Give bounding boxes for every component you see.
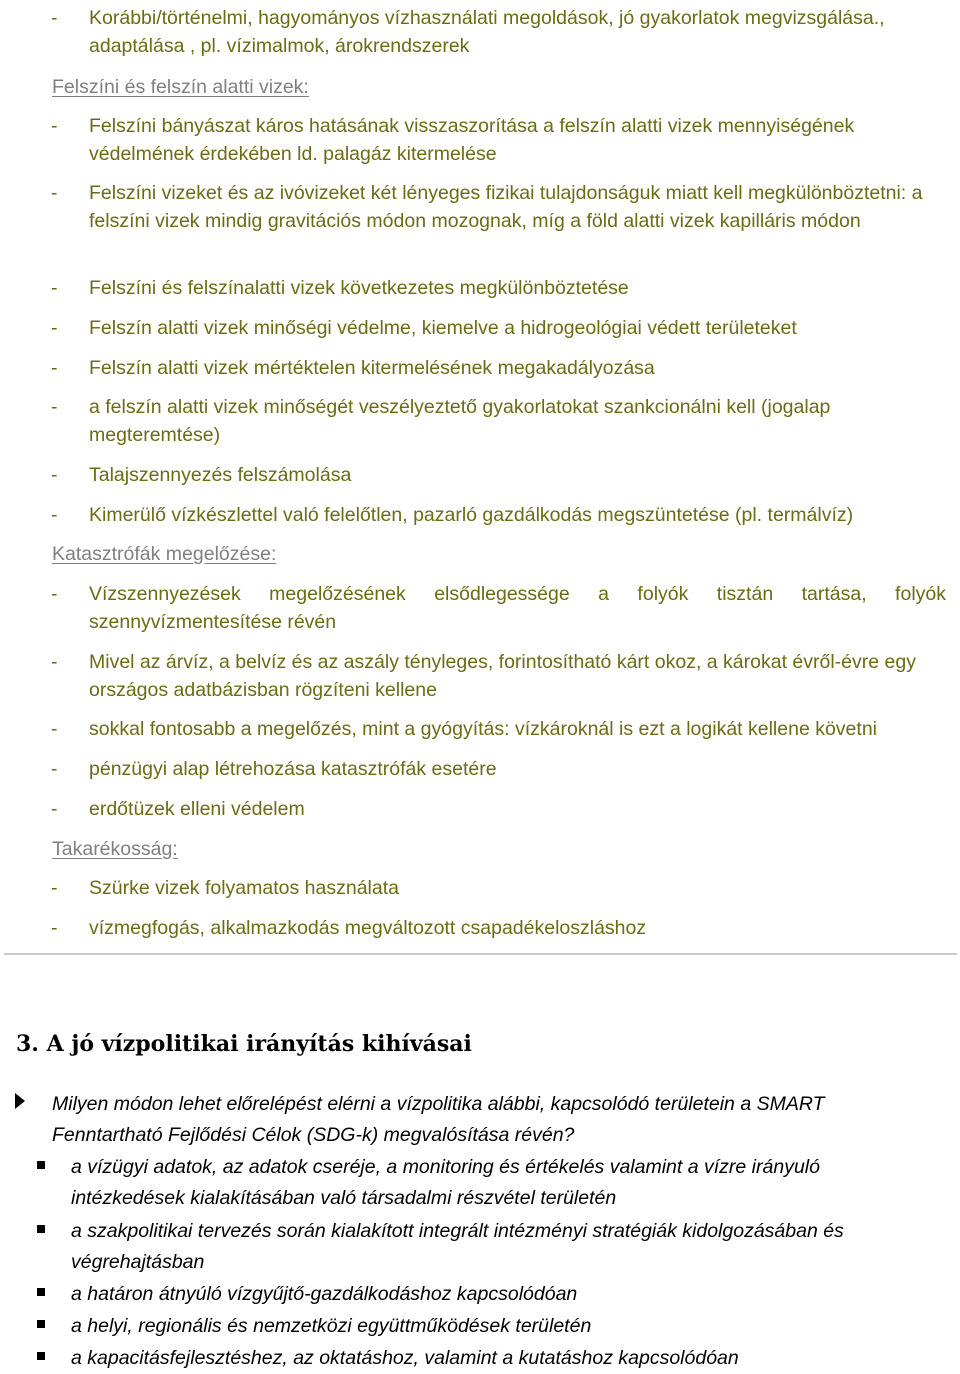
triangle-bullet-icon [15,1093,25,1109]
list-item-text: Felszíni vizeket és az ivóvizeket két lényeges fizikai tulajdonságuk miatt kell megkülönböztetni: a felszíni vizek mindig gravitációs módon mozognak, míg a föld alatti vizek kapilláris módon [89,182,923,232]
list-item [51,715,946,743]
list-item-text: Talajszennyezés felszámolása [89,464,352,486]
question-text: Milyen módon lehet előrelépést elérni a vízpolitika alábbi, kapcsolódó területein a SMART Fenntartható Fejlődési Célok (SDG-k) megvalósítása révén? [52,1093,825,1146]
list-item [51,755,946,783]
list-item-text: Szürke vizek folyamatos használata [89,877,399,899]
list-item [51,4,946,60]
horizontal-divider [4,953,957,955]
list-item [51,354,946,382]
list-dash: - [51,317,58,339]
list-item-text: Mivel az árvíz, a belvíz és az aszály tényleges, forintosítható kárt okoz, a károkat évről-évre egy országos adatbázisban rögzíteni kellene [89,651,916,701]
list-dash: - [51,182,58,204]
list-dash: - [51,277,58,299]
list-item [51,874,946,902]
list-dash: - [51,115,58,137]
list-item [51,274,946,302]
list-item-text: Korábbi/történelmi, hagyományos vízhasználati megoldások, jó gyakorlatok megvizsgálása., adaptálása , pl. vízimalmok, árokrendszerek [89,7,885,57]
list-item-text: Felszíni és felszínalatti vizek következetes megkülönböztetése [89,277,629,299]
bullet-item: a helyi, regionális és nemzetközi együttműködések területén [71,1315,592,1337]
list-item [51,648,946,704]
list-item-text: erdőtüzek elleni védelem [89,798,305,820]
list-dash: - [51,651,58,673]
square-bullet-icon [37,1352,45,1360]
list-item-text: Felszíni bányászat káros hatásának visszaszorítása a felszín alatti vizek mennyiségének védelmének érdekében ld. palagáz kitermelése [89,115,855,165]
list-dash: - [51,396,58,418]
list-dash: - [51,758,58,780]
list-item-text: a felszín alatti vizek minőségét veszélyeztető gyakorlatokat szankcionálni kell (jogalap megteremtése) [89,396,831,446]
section-heading-saving: Takarékosság: [52,838,178,860]
bullet-item: a vízügyi adatok, az adatok cseréje, a monitoring és értékelés valamint a vízre irányuló intézkedések kialakításában való társadalmi részvétel területén [71,1156,820,1209]
square-bullet-icon [37,1161,45,1169]
list-dash: - [51,7,58,29]
list-dash: - [51,917,58,939]
section-heading-disaster-prevention: Katasztrófák megelőzése: [52,543,277,565]
list-item [51,393,946,449]
list-dash: - [51,583,58,605]
list-item [51,461,946,489]
bullet-item: a kapacitásfejlesztéshez, az oktatáshoz, valamint a kutatáshoz kapcsolódóan [71,1347,739,1369]
list-item [51,314,946,342]
list-item-text: Felszín alatti vizek mértéktelen kitermelésének megakadályozása [89,357,655,379]
list-item [51,795,946,823]
section-heading-surface-waters: Felszíni és felszín alatti vizek: [52,76,309,98]
list-item-text: pénzügyi alap létrehozása katasztrófák esetére [89,758,497,780]
square-bullet-icon [37,1320,45,1328]
list-item-text: Kimerülő vízkészlettel való felelőtlen, pazarló gazdálkodás megszüntetése (pl. termálvíz) [89,504,854,526]
list-item [51,179,946,235]
list-item-text: sokkal fontosabb a megelőzés, mint a gyógyítás: vízkároknál is ezt a logikát kellene követni [89,718,877,740]
bullet-item: a határon átnyúló vízgyűjtő-gazdálkodáshoz kapcsolódóan [71,1283,578,1305]
list-item [51,112,946,168]
list-dash: - [51,504,58,526]
list-dash: - [51,798,58,820]
list-item-text: Felszín alatti vizek minőségi védelme, kiemelve a hidrogeológiai védett területeket [89,317,797,339]
bullet-item: a szakpolitikai tervezés során kialakított integrált intézményi stratégiák kidolgozásában és végrehajtásban [71,1220,844,1273]
list-item [51,501,946,529]
square-bullet-icon [37,1225,45,1233]
list-dash: - [51,357,58,379]
list-dash: - [51,877,58,899]
list-dash: - [51,464,58,486]
list-dash: - [51,718,58,740]
list-item [51,914,946,942]
section-title: 3. A jó vízpolitikai irányítás kihívásai [16,1031,472,1057]
list-item-text: vízmegfogás, alkalmazkodás megváltozott csapadékeloszláshoz [89,917,647,939]
square-bullet-icon [37,1288,45,1296]
list-item [51,580,946,636]
list-item-text: Vízszennyezések megelőzésének elsődlegessége a folyók tisztán tartása, folyók szennyvízmentesítése révén [89,583,946,633]
